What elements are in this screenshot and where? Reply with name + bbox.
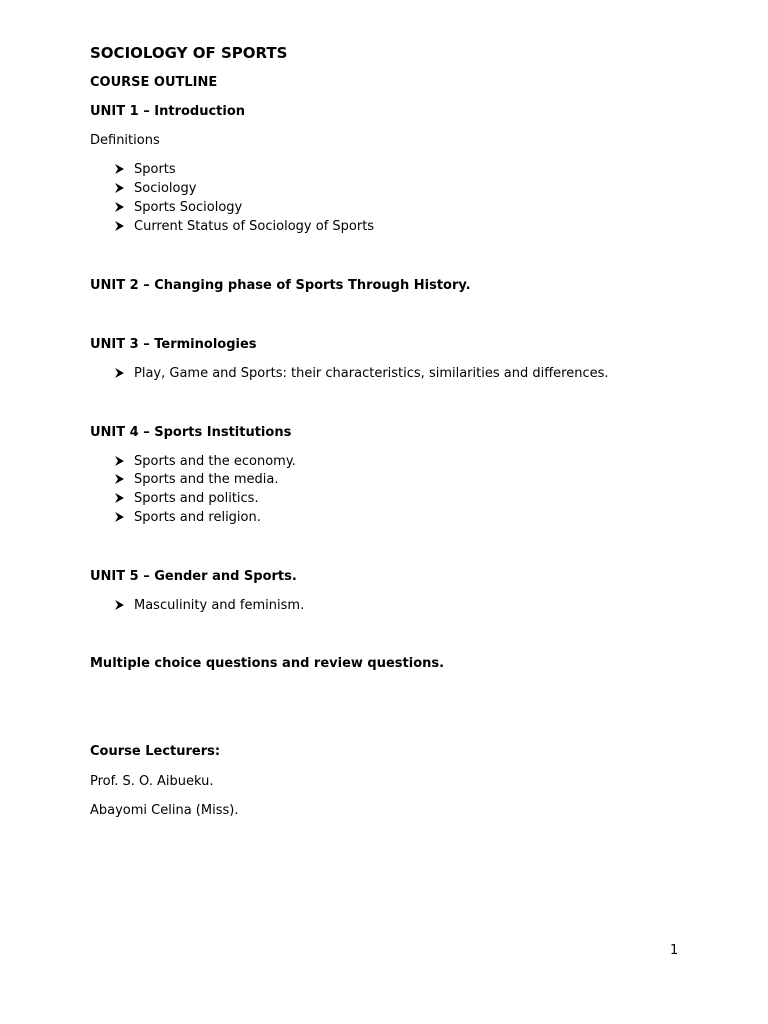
list-item-label: Masculinity and feminism.: [134, 598, 305, 613]
list-item: [114, 598, 304, 614]
list-item-label: Sports and the media.: [134, 472, 279, 487]
list-item-label: Sports and religion.: [134, 510, 261, 525]
list-item: [114, 200, 242, 216]
arrow-bullet-icon: [114, 512, 124, 522]
list-item: [114, 454, 296, 470]
list-item: [114, 472, 279, 488]
list-item: [114, 366, 609, 382]
arrow-bullet-icon: [114, 221, 124, 231]
arrow-bullet-icon: [114, 600, 124, 610]
list-item-label: Current Status of Sociology of Sports: [134, 219, 375, 234]
unit-5-heading: UNIT 5 – Gender and Sports.: [90, 569, 297, 584]
list-item: [114, 219, 374, 235]
list-item: [114, 181, 196, 197]
list-item-label: Sports and politics.: [134, 491, 259, 506]
list-item-label: Sociology: [134, 181, 197, 196]
arrow-bullet-icon: [114, 202, 124, 212]
review-questions-heading: Multiple choice questions and review questions.: [90, 656, 445, 671]
arrow-bullet-icon: [114, 456, 124, 466]
course-lecturers-heading: Course Lecturers:: [90, 744, 221, 759]
definitions-subheading: Definitions: [90, 133, 160, 148]
arrow-bullet-icon: [114, 368, 124, 378]
list-item-label: Sports: [134, 162, 176, 177]
arrow-bullet-icon: [114, 493, 124, 503]
document-title: SOCIOLOGY OF SPORTS: [90, 44, 288, 62]
unit-4-heading: UNIT 4 – Sports Institutions: [90, 425, 292, 440]
list-item: [114, 162, 176, 178]
unit-2-heading: UNIT 2 – Changing phase of Sports Through History.: [90, 278, 471, 293]
arrow-bullet-icon: [114, 164, 124, 174]
list-item: [114, 510, 261, 526]
course-outline-heading: COURSE OUTLINE: [90, 75, 218, 90]
arrow-bullet-icon: [114, 183, 124, 193]
page-number: 1: [670, 943, 679, 958]
list-item-label: Sports Sociology: [134, 200, 243, 215]
unit-3-heading: UNIT 3 – Terminologies: [90, 337, 257, 352]
lecturer-name: Prof. S. O. Aibueku.: [90, 774, 214, 789]
list-item: [114, 491, 259, 507]
list-item-label: Play, Game and Sports: their characteristics, similarities and differences.: [134, 366, 609, 381]
arrow-bullet-icon: [114, 474, 124, 484]
lecturer-name: Abayomi Celina (Miss).: [90, 803, 239, 818]
unit-1-heading: UNIT 1 – Introduction: [90, 104, 246, 119]
list-item-label: Sports and the economy.: [134, 454, 296, 469]
